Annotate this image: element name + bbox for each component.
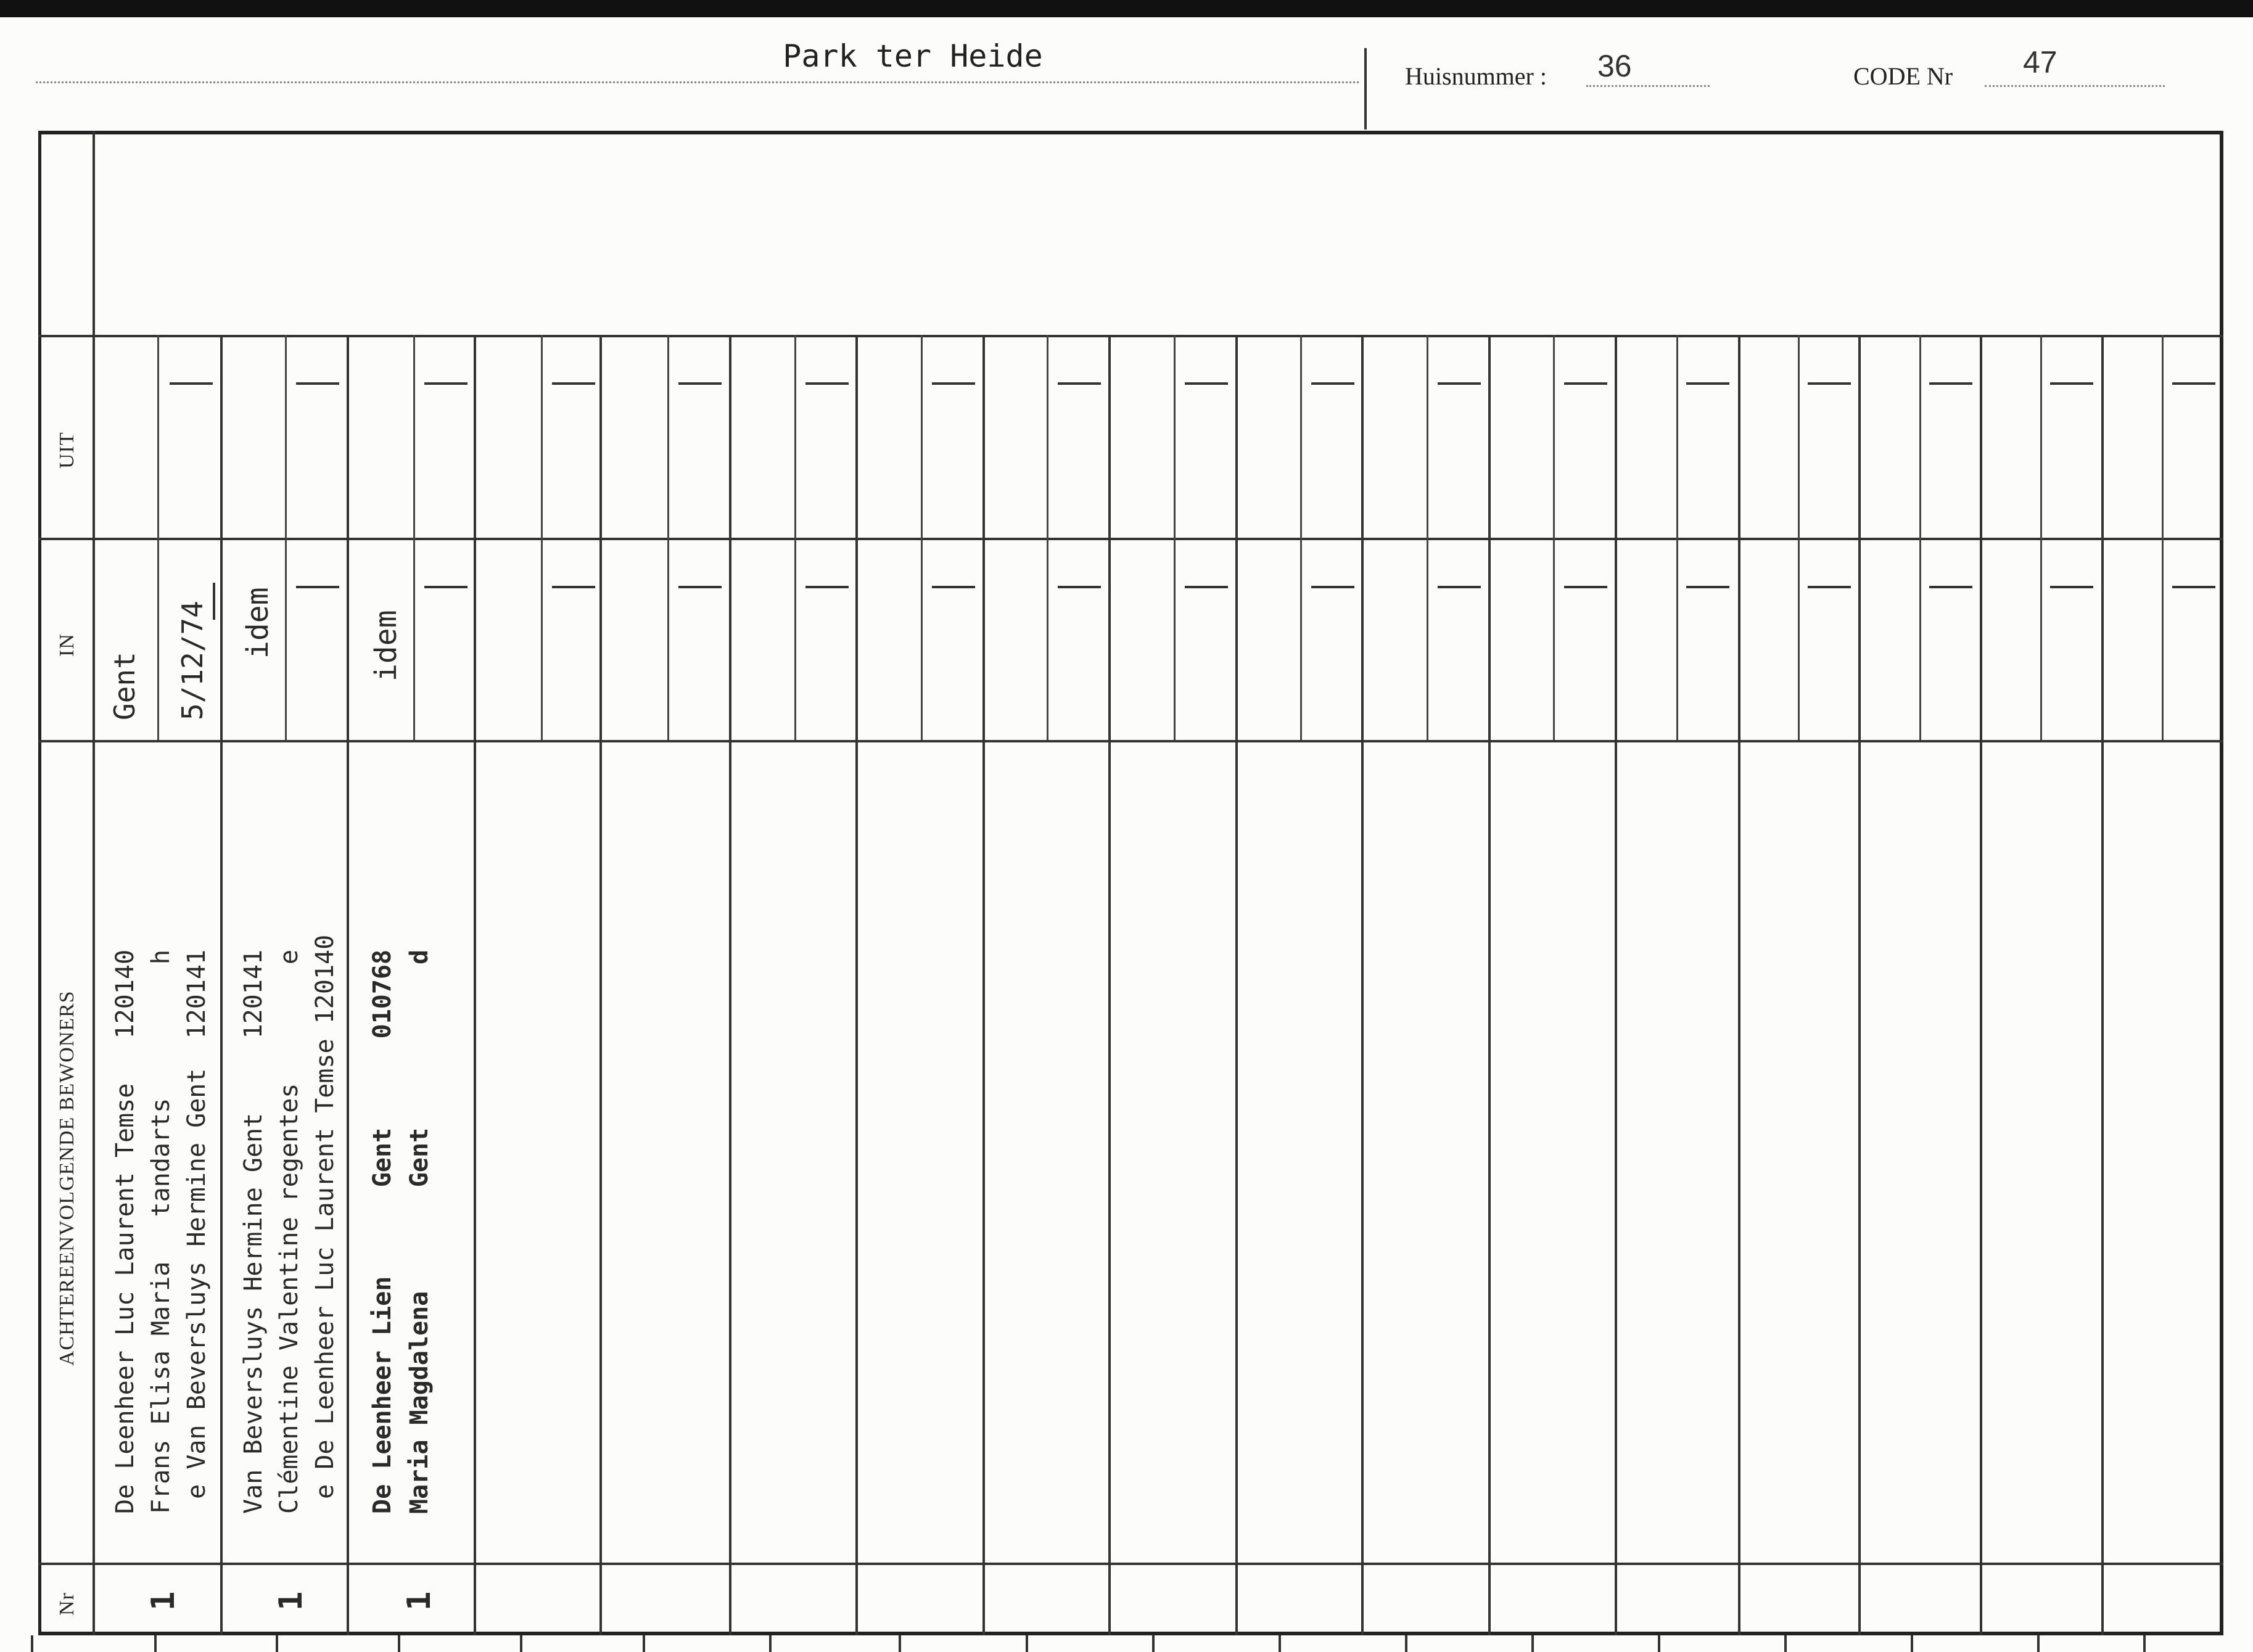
in-dash xyxy=(2050,586,2093,588)
subcolumn-line xyxy=(1427,335,1428,740)
entry-2-nr: 1 xyxy=(273,1591,310,1611)
column-line xyxy=(855,335,858,1635)
entry-2-in-city: idem xyxy=(241,587,275,659)
column-line xyxy=(1361,335,1364,1635)
subcolumn-line xyxy=(157,335,159,740)
column-line xyxy=(729,335,731,1635)
uit-dash xyxy=(1686,382,1729,385)
register-grid xyxy=(38,131,2223,1635)
street-name: Park ter Heide xyxy=(783,38,1043,74)
bottom-tick xyxy=(520,1635,522,1652)
bottom-tick xyxy=(899,1635,901,1652)
subcolumn-line xyxy=(1676,335,1678,740)
entry-1-nr: 1 xyxy=(145,1591,182,1611)
column-line xyxy=(2101,335,2104,1635)
code-value: 47 xyxy=(2023,45,2057,80)
subcolumn-line xyxy=(1047,335,1048,740)
bottom-tick xyxy=(1911,1635,1913,1652)
subcolumn-line xyxy=(2162,335,2164,740)
in-dash xyxy=(1929,586,1972,588)
huisnummer-value: 36 xyxy=(1597,49,1632,83)
section-line-bewoners-nr xyxy=(38,1563,2223,1565)
in-dash xyxy=(1311,586,1354,588)
section-line-uit-in xyxy=(38,538,2223,540)
uit-dash xyxy=(552,382,595,385)
uit-dash xyxy=(296,382,339,385)
bottom-tick xyxy=(31,1635,33,1652)
subcolumn-line xyxy=(285,335,287,740)
in-dash xyxy=(1808,586,1851,588)
uit-dash xyxy=(1564,382,1607,385)
row-label-uit: UIT xyxy=(56,432,78,469)
bottom-tick xyxy=(1279,1635,1281,1652)
uit-dash xyxy=(1058,382,1101,385)
uit-dash xyxy=(1311,382,1354,385)
subcolumn-line xyxy=(413,335,415,740)
in-dash xyxy=(296,586,339,588)
label-column-line xyxy=(93,131,95,1635)
bottom-tick xyxy=(1152,1635,1155,1652)
column-line xyxy=(599,335,602,1635)
in-dash xyxy=(805,586,849,588)
row-label-in: IN xyxy=(56,633,78,657)
column-line xyxy=(1488,335,1491,1635)
uit-dash xyxy=(2050,382,2093,385)
subcolumn-line xyxy=(794,335,796,740)
bottom-tick xyxy=(2143,1635,2146,1652)
entry-1-line-2: Frans Elisa Maria tandarts h xyxy=(147,949,175,1514)
section-line-in-bewoners xyxy=(38,740,2223,742)
in-dash xyxy=(1185,586,1228,588)
subcolumn-line xyxy=(541,335,543,740)
bottom-tick xyxy=(1784,1635,1787,1652)
uit-dash xyxy=(1929,382,1972,385)
entry-3-line-2: Maria Magdalena Gent d xyxy=(405,949,434,1514)
in-dash xyxy=(678,586,722,588)
in-dash xyxy=(552,586,595,588)
in-dash xyxy=(1438,586,1481,588)
entry-2-line-3: e De Leenheer Luc Laurent Temse 120140 xyxy=(311,934,339,1514)
subcolumn-line xyxy=(1174,335,1176,740)
bottom-tick xyxy=(769,1635,772,1652)
bottom-tick xyxy=(1658,1635,1660,1652)
huisnummer-dotted-line xyxy=(1586,85,1710,87)
scan-top-edge xyxy=(0,0,2253,17)
bottom-tick xyxy=(398,1635,400,1652)
uit-dash xyxy=(424,382,467,385)
in-dash xyxy=(932,586,975,588)
subcolumn-line xyxy=(667,335,669,740)
in-dash xyxy=(1686,586,1729,588)
entry-1-in-date: 5/12/74 xyxy=(176,601,209,720)
column-line xyxy=(1108,335,1111,1635)
subcolumn-line xyxy=(2040,335,2042,740)
bottom-tick xyxy=(1026,1635,1028,1652)
bottom-tick xyxy=(1405,1635,1407,1652)
entry-1-in-city: Gent xyxy=(108,652,141,720)
entry-1-line-3: e Van Beversluys Hermine Gent 120141 xyxy=(183,949,211,1514)
uit-dash xyxy=(932,382,975,385)
column-line xyxy=(1738,335,1740,1635)
code-label: CODE Nr xyxy=(1853,62,1953,90)
bottom-tick xyxy=(154,1635,157,1652)
bottom-tick xyxy=(1531,1635,1534,1652)
entry-2-line-2: Clémentine Valentine regentes e xyxy=(275,949,303,1514)
subcolumn-line xyxy=(1300,335,1302,740)
column-line xyxy=(982,335,985,1635)
in-dash xyxy=(424,586,467,588)
uit-dash xyxy=(170,382,213,385)
entry-2-line-1: Van Beversluys Hermine Gent 120141 xyxy=(239,949,268,1514)
subcolumn-line xyxy=(1798,335,1800,740)
uit-dash xyxy=(678,382,722,385)
code-dotted-line xyxy=(1985,85,2165,87)
uit-dash xyxy=(2172,382,2215,385)
bottom-tick xyxy=(643,1635,645,1652)
column-line xyxy=(347,335,349,1635)
entry-1-line-1: De Leenheer Luc Laurent Temse 120140 xyxy=(111,949,139,1514)
huisnummer-label: Huisnummer : xyxy=(1405,62,1547,90)
subcolumn-line xyxy=(1919,335,1921,740)
column-line xyxy=(1858,335,1861,1635)
entry-3-in-city: idem xyxy=(369,610,403,681)
header-divider xyxy=(1364,48,1367,129)
bottom-tick xyxy=(2037,1635,2040,1652)
entry-1-date-bracket xyxy=(213,583,215,620)
uit-dash xyxy=(1438,382,1481,385)
column-line xyxy=(220,335,223,1635)
row-label-nr: Nr xyxy=(56,1592,78,1616)
in-dash xyxy=(1058,586,1101,588)
subcolumn-line xyxy=(1553,335,1555,740)
bottom-tick xyxy=(276,1635,278,1652)
entry-3-nr: 1 xyxy=(401,1591,438,1611)
uit-dash xyxy=(1808,382,1851,385)
in-dash xyxy=(1564,586,1607,588)
column-line xyxy=(474,335,476,1635)
in-dash xyxy=(2172,586,2215,588)
column-line xyxy=(1235,335,1238,1635)
uit-dash xyxy=(805,382,849,385)
column-line xyxy=(1615,335,1617,1635)
column-line xyxy=(1980,335,1982,1635)
row-label-bewoners: ACHTEREENVOLGENDE BEWONERS xyxy=(56,990,78,1366)
street-dotted-line xyxy=(36,81,1359,83)
uit-dash xyxy=(1185,382,1228,385)
section-line-top xyxy=(38,335,2223,337)
entry-3-line-1: De Leenheer Lien Gent 010768 xyxy=(368,949,397,1514)
subcolumn-line xyxy=(921,335,923,740)
